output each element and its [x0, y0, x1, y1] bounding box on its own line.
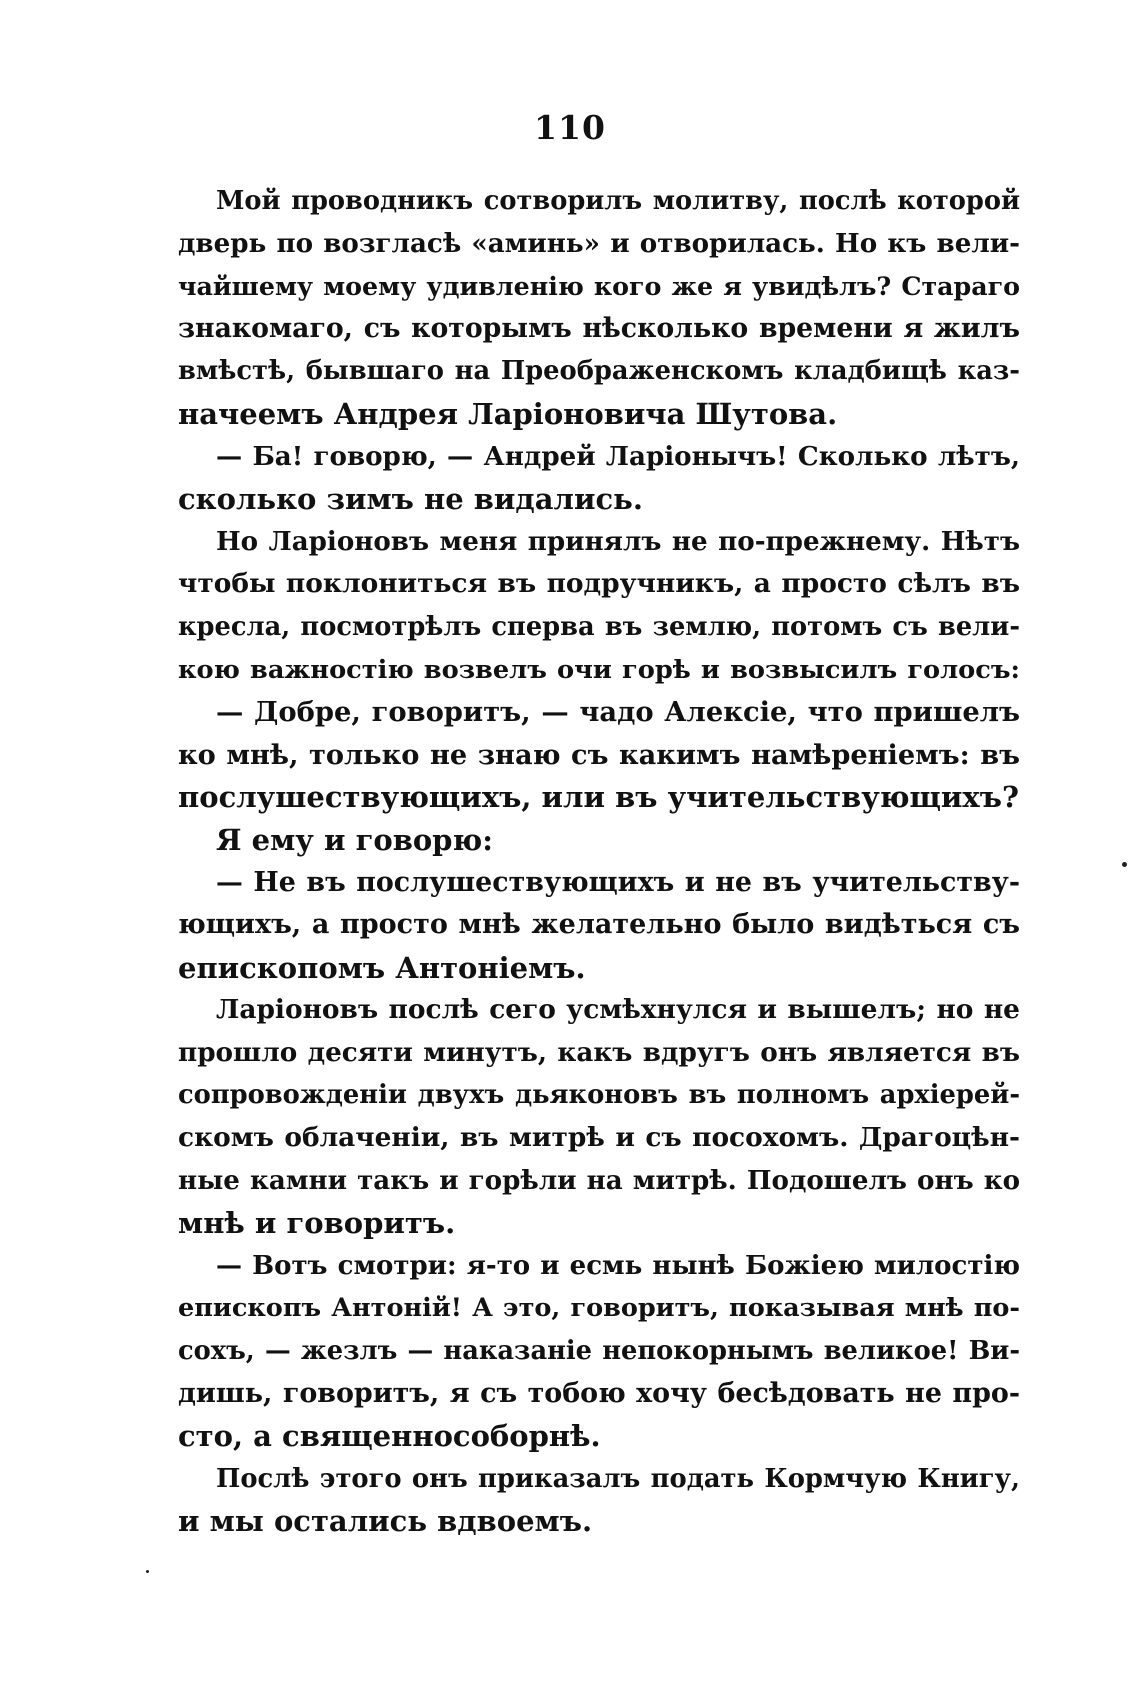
text-line: чайшему моему удивленію кого же я увидѣлъ? Стараго [178, 271, 1020, 302]
text-line: Мой проводникъ сотворилъ молитву, послѣ которой [216, 186, 1020, 216]
text-line: скомъ облаченіи, въ митрѣ и съ посохомъ. Драгоцѣн- [178, 1122, 1020, 1154]
text-line: и мы остались вдвоемъ. [178, 1504, 593, 1539]
text-line: кресла, посмотрѣлъ сперва въ землю, потомъ съ вели- [178, 611, 1020, 642]
text-line: сколько зимъ не видались. [178, 482, 643, 517]
text-line: епископомъ Антоніемъ. [178, 950, 586, 985]
text-line: — Вотъ смотри: я-то и есмь нынѣ Божіею милостію [216, 1250, 1020, 1281]
text-line: прошло десяти минутъ, какъ вдругъ онъ является въ [178, 1036, 1020, 1068]
text-line: — Ба! говорю, — Андрей Ларіонычъ! Сколько лѣтъ, [216, 440, 1020, 472]
page-number: 110 [534, 108, 606, 147]
text-line: ные камни такъ и горѣли на митрѣ. Подошелъ онъ ко [178, 1164, 1020, 1196]
text-line: сто, а священнособорнѣ. [178, 1419, 601, 1454]
text-line: вмѣстѣ, бывшаго на Преображенскомъ кладбищѣ каз- [178, 356, 1020, 387]
page-text [178, 180, 1020, 1543]
text-line: мнѣ и говоритъ. [178, 1206, 456, 1241]
text-line: ющихъ, а просто мнѣ желательно было видѣться съ [178, 909, 1020, 941]
text-line: Ларіоновъ послѣ сего усмѣхнулся и вышелъ; но не [216, 994, 1020, 1026]
text-line: знакомаго, съ которымъ нѣсколько времени я жилъ [178, 312, 1020, 344]
print-speck [1122, 862, 1127, 867]
text-line: Я ему и говорю: [216, 822, 493, 857]
text-line: кою важностію возвелъ очи горѣ и возвысилъ голосъ: [178, 654, 1020, 685]
text-line: послушествующихъ, или въ учительствующихъ? [178, 780, 1019, 815]
text-line: — Не въ послушествующихъ и не въ учительству- [216, 866, 1020, 898]
print-speck [146, 1570, 149, 1573]
text-line: ко мнѣ, только не знаю съ какимъ намѣреніемъ: въ [178, 738, 1020, 771]
text-line: епископъ Антоній! А это, говоритъ, показывая мнѣ по- [178, 1293, 1020, 1324]
text-line: дишь, говоритъ, я съ тобою хочу бесѣдовать не про- [178, 1377, 1020, 1409]
text-line: сопровожденіи двухъ дьяконовъ въ полномъ архіерей- [178, 1080, 1020, 1111]
text-line: начеемъ Андрея Ларіоновича Шутова. [178, 396, 838, 431]
text-line: — Добре, говоритъ, — чадо Алексіе, что пришелъ [216, 696, 1020, 729]
text-line: чтобы поклониться въ подручникъ, а просто сѣлъ въ [178, 568, 1020, 600]
text-line: сохъ, — жезлъ — наказаніе непокорнымъ великое! Ви- [178, 1336, 1020, 1367]
text-line: Но Ларіоновъ меня принялъ не по-прежнему. Нѣтъ [216, 525, 1020, 557]
text-line: Послѣ этого онъ приказалъ подать Кормчую Книгу, [216, 1463, 1020, 1494]
text-line: дверь по возгласѣ «аминь» и отворилась. Но къ вели- [178, 227, 1020, 259]
